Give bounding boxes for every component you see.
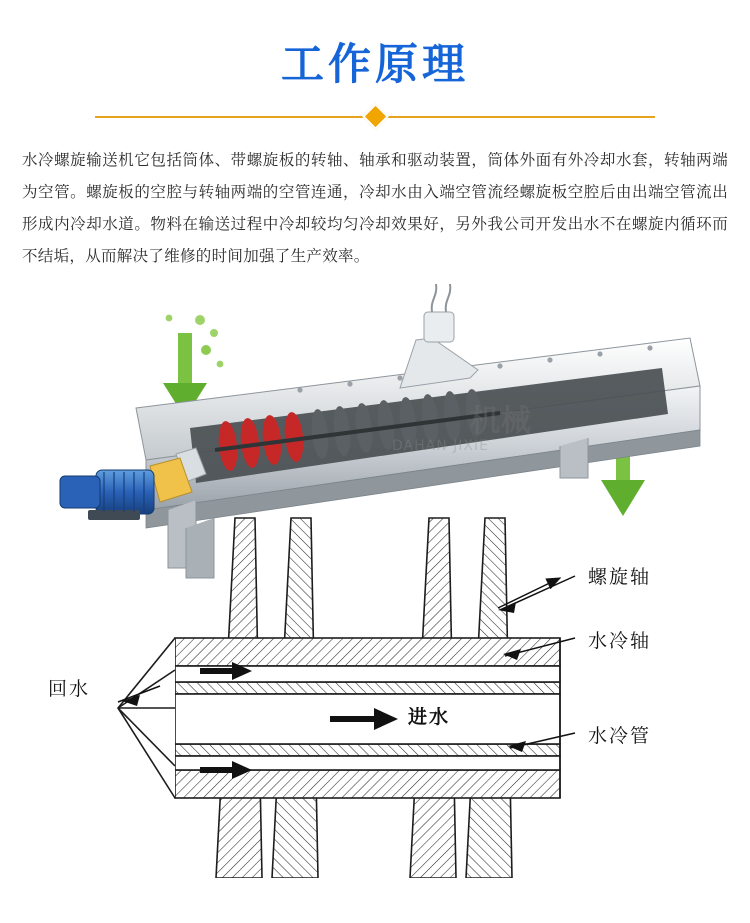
watermark-bottom: DAHAN JIXIE [392,438,489,455]
page-title: 工作原理 [281,40,469,90]
label-water-cooled-shaft: 水冷轴 [588,630,652,653]
divider-diamond-icon [362,103,389,130]
vent-assembly [400,284,478,388]
machine-photo [60,284,700,578]
page-header [0,0,750,127]
label-water-cooled-pipe: 水冷管 [588,725,652,748]
label-screw-shaft: 螺旋轴 [588,566,652,589]
label-return-water: 回水 [48,678,91,701]
label-inlet-water: 进水 [408,706,451,729]
title-divider [95,107,655,127]
figure-container [0,278,750,878]
watermark-top: 机械 [470,404,532,440]
description-paragraph: 水冷螺旋输送机它包括筒体、带螺旋板的转轴、轴承和驱动装置，筒体外面有外冷却水套，转轴两端为空管。螺旋板的空腔与转轴两端的空管连通，冷却水由入端空管流经螺旋板空腔后由出端空管流出形成内冷却水道。物料在输送过程中冷却较均匀冷却效果好，另外我公司开发出水不在螺旋内循环而不结垢，从而解决了维修的时间加强了生产效率。 [22,151,728,265]
